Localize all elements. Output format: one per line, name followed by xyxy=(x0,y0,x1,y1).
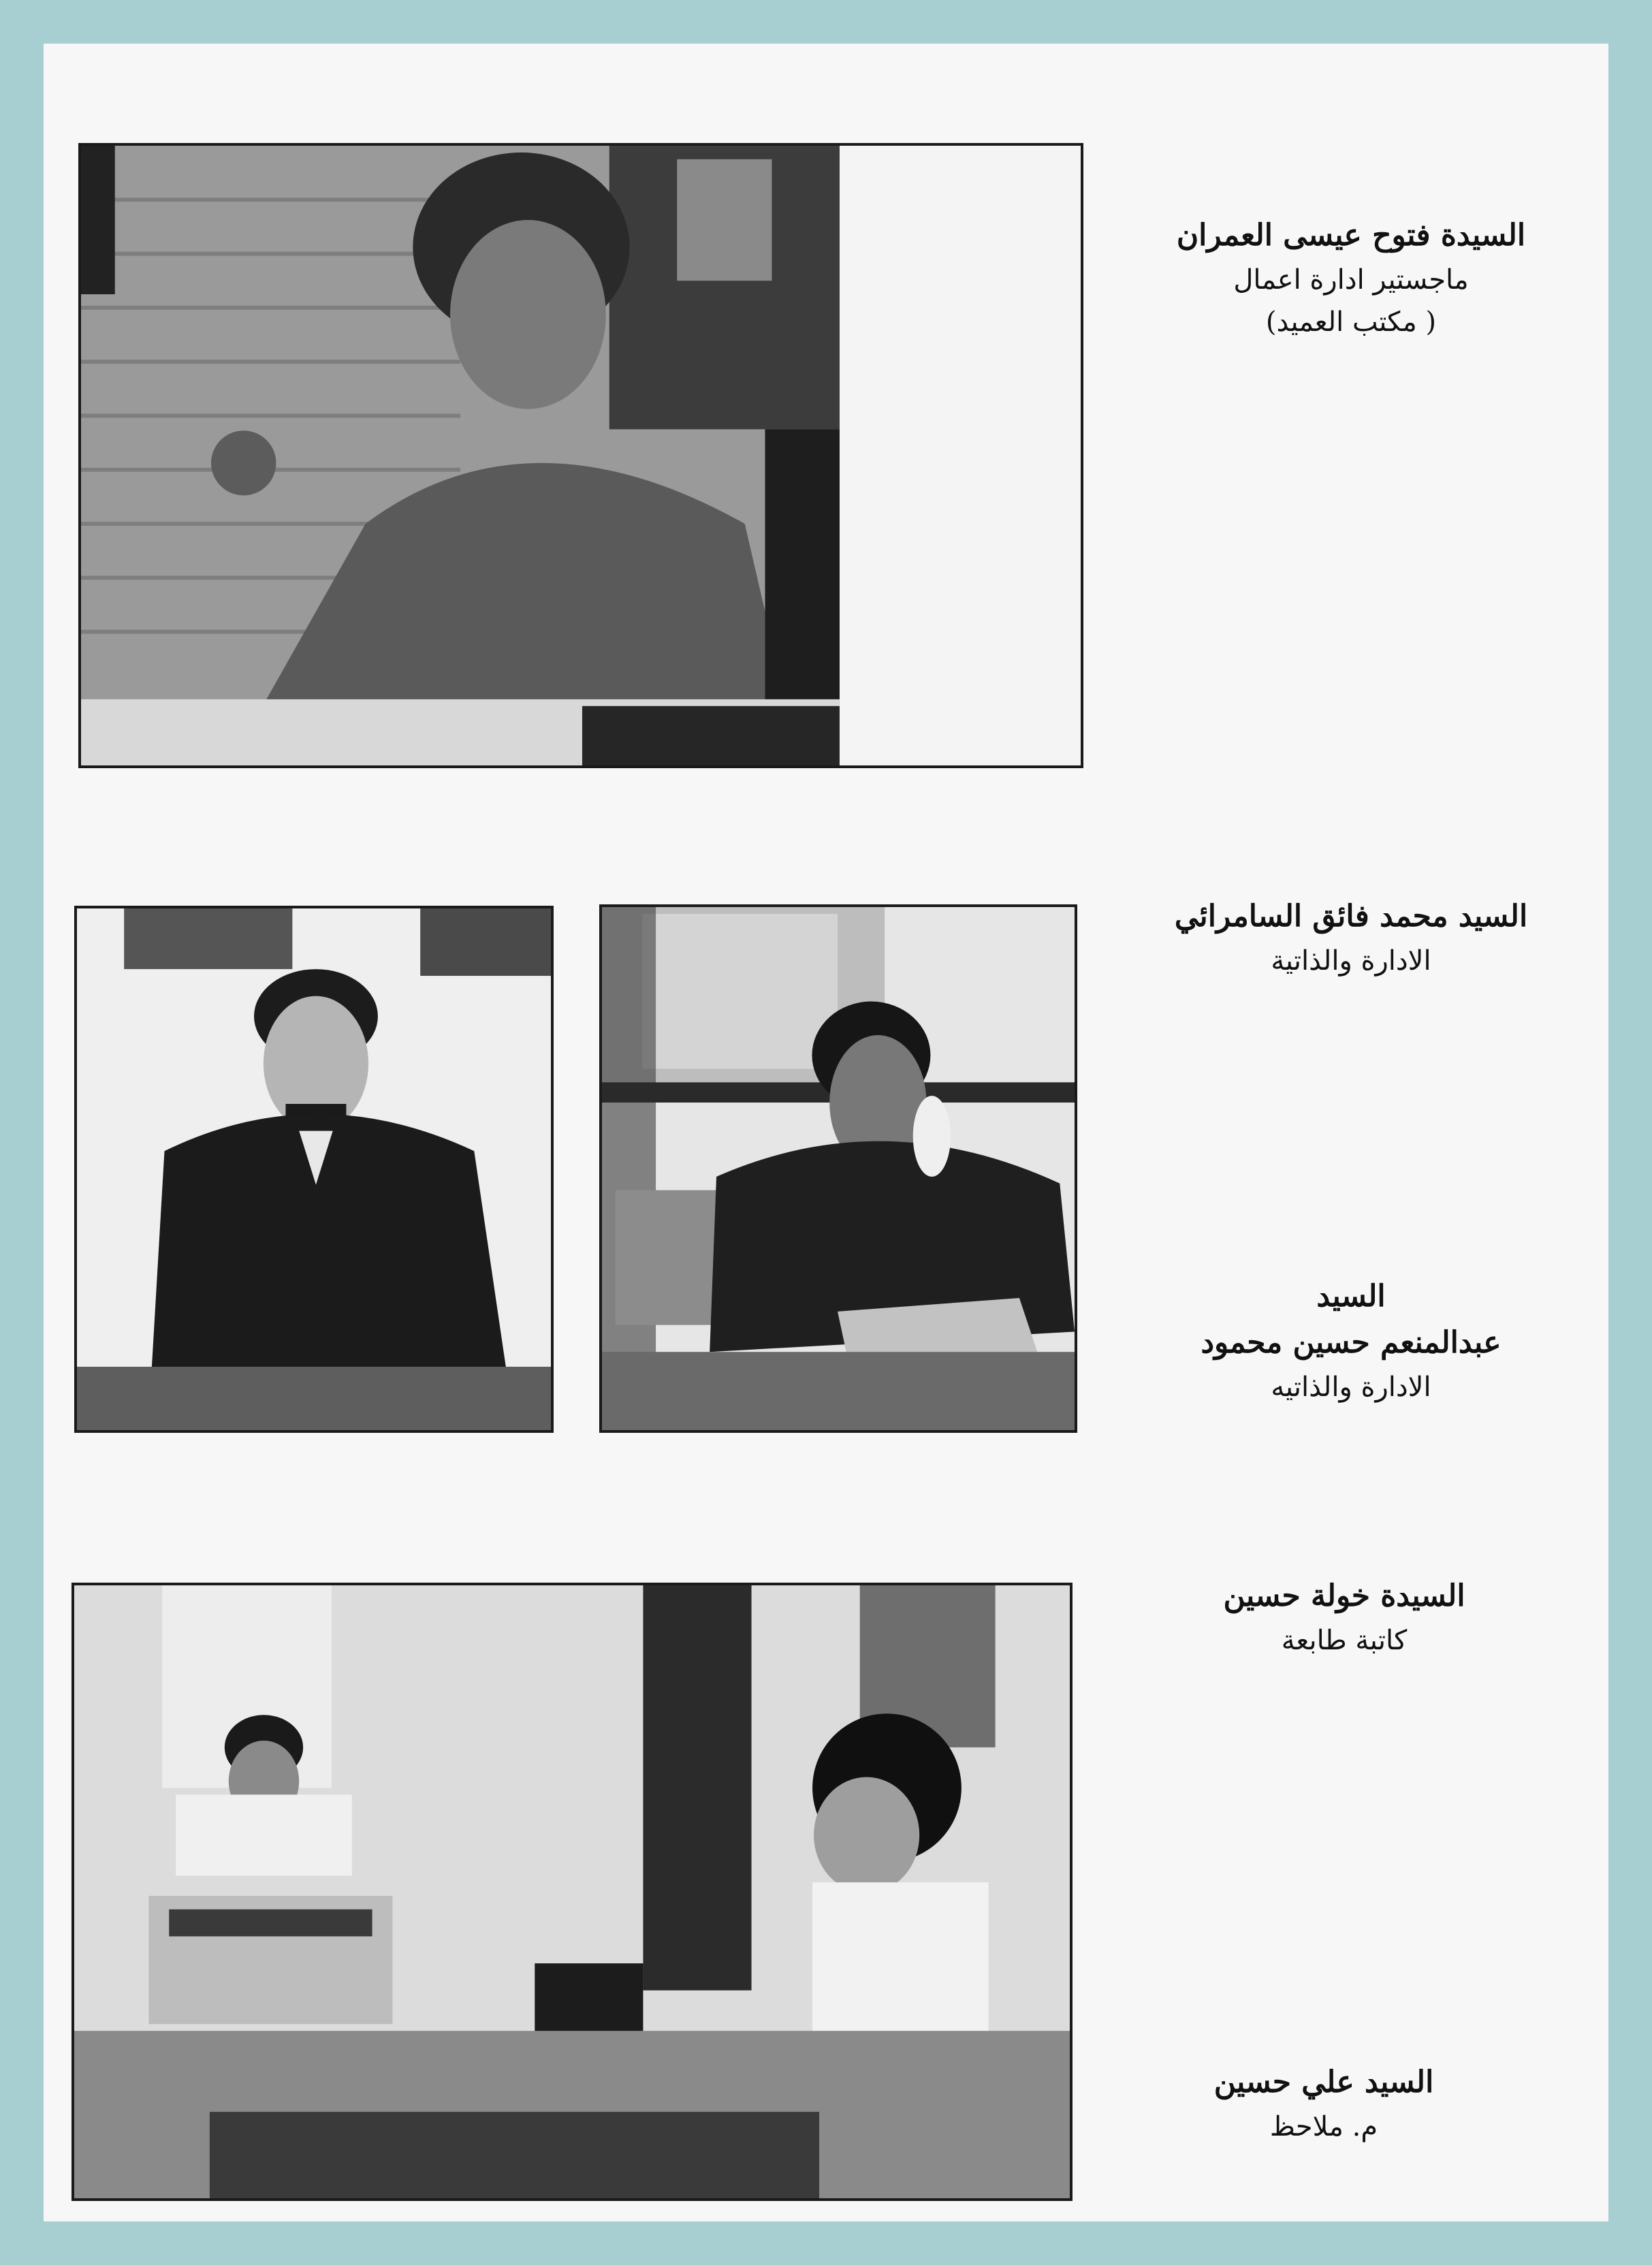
person-role: ماجستير ادارة اعمال xyxy=(1233,264,1469,296)
person-name: السيدة فتوح عيسى العمران xyxy=(1176,218,1526,253)
person-role: الادارة والذاتيه xyxy=(1271,1372,1431,1404)
photo-man-on-telephone xyxy=(599,904,1077,1433)
photo-woman-at-desk xyxy=(78,143,1083,768)
person-department: ( مكتب العميد) xyxy=(1265,306,1437,338)
person-role: الادارة والذاتية xyxy=(1271,945,1431,977)
person-role: كاتبة طابعة xyxy=(1281,1625,1408,1657)
person-name: السيد محمد فائق السامرائي xyxy=(1174,899,1528,934)
caption-1 xyxy=(1140,212,1562,343)
caption-2 xyxy=(1160,893,1542,982)
photo-typing-office xyxy=(72,1583,1073,2201)
person-name: السيدة خولة حسين xyxy=(1223,1579,1465,1613)
caption-3 xyxy=(1188,1273,1514,1408)
person-name: السيد علي حسين xyxy=(1213,2065,1434,2100)
person-name: عبدالمنعم حسين محمود xyxy=(1201,1325,1502,1361)
caption-5 xyxy=(1201,2059,1446,2148)
photo-man-in-suit xyxy=(74,906,554,1433)
person-title: السيد xyxy=(1316,1279,1386,1314)
scanned-page xyxy=(44,44,1608,2221)
caption-4 xyxy=(1201,1573,1487,1662)
person-role: م. ملاحظ xyxy=(1269,2111,1378,2143)
